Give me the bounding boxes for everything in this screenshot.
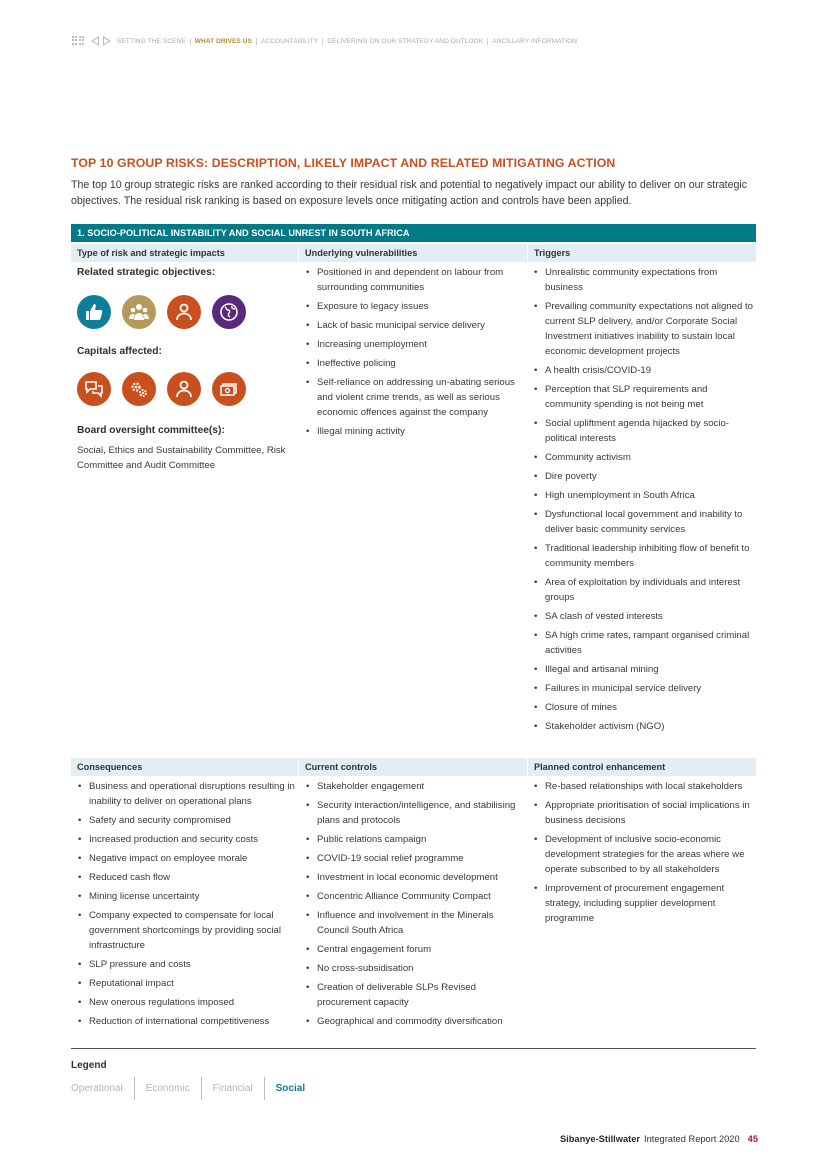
header-triggers: Triggers	[528, 244, 756, 262]
next-page-icon[interactable]	[103, 36, 111, 46]
list-item: • Improvement of procurement engagement strategy, including supplier development programme	[533, 881, 755, 926]
list-item: • Development of inclusive socio-economic development strategies for the areas where we operate subscribed to by all stakeholders	[533, 832, 755, 877]
risk-title-bar: 1. SOCIO-POLITICAL INSTABILITY AND SOCIAL UNREST IN SOUTH AFRICA	[71, 224, 756, 242]
list-item: • Increasing unemployment	[305, 337, 520, 352]
controls-list	[305, 779, 525, 1029]
legend-economic[interactable]: Economic	[145, 1083, 190, 1094]
legend-operational[interactable]: Operational	[71, 1083, 123, 1094]
nav-setting-the-scene[interactable]: SETTING THE SCENE	[117, 37, 186, 45]
list-item: • Central engagement forum	[305, 942, 525, 957]
globe-icon	[212, 295, 246, 329]
board-oversight-text: Social, Ethics and Sustainability Committee, Risk Committee and Audit Committee	[77, 445, 286, 471]
header-current-controls: Current controls	[299, 758, 527, 776]
capitals-affected-label: Capitals affected:	[77, 346, 162, 357]
legend-title: Legend	[71, 1060, 107, 1071]
grid-menu-icon[interactable]	[72, 36, 84, 46]
legend	[71, 1077, 305, 1100]
list-item: • Mining license uncertainty	[77, 889, 299, 904]
footer-brand: Sibanye-Stillwater	[559, 1134, 641, 1144]
list-item: • Safety and security compromised	[77, 813, 299, 828]
list-item: • Community activism	[533, 450, 755, 465]
nav-accountability[interactable]: ACCOUNTABILITY	[261, 37, 319, 45]
list-item: • Investment in local economic development	[305, 870, 525, 885]
list-item: • SLP pressure and costs	[77, 957, 299, 972]
list-item: • SA clash of vested interests	[533, 609, 755, 624]
table-bottom-rule	[71, 1048, 756, 1049]
list-item: • No cross-subsidisation	[305, 961, 525, 976]
list-item: • Positioned in and dependent on labour from surrounding communities	[305, 265, 520, 295]
enhancements-column	[533, 779, 755, 930]
people-group-icon	[122, 295, 156, 329]
list-item: • Increased production and security costs	[77, 832, 299, 847]
section-title: TOP 10 GROUP RISKS: DESCRIPTION, LIKELY IMPACT AND RELATED MITIGATING ACTION	[71, 156, 616, 170]
nav-what-drives-us[interactable]: WHAT DRIVES US	[194, 37, 253, 45]
people-icon	[167, 295, 201, 329]
vulnerabilities-list	[305, 265, 520, 439]
list-item: • Public relations campaign	[305, 832, 525, 847]
list-item: • Stakeholder activism (NGO)	[533, 719, 755, 734]
board-oversight-label: Board oversight committee(s):	[77, 425, 225, 436]
list-item: • Re-based relationships with local stakeholders	[533, 779, 755, 794]
list-item: • Security interaction/intelligence, and stabilising plans and protocols	[305, 798, 525, 828]
list-item: • Creation of deliverable SLPs Revised procurement capacity	[305, 980, 525, 1010]
consequences-column	[77, 779, 299, 1033]
header-vulnerabilities: Underlying vulnerabilities	[299, 244, 527, 262]
thumbs-up-icon	[77, 295, 111, 329]
legend-divider	[134, 1077, 135, 1100]
nav-delivering-on-strategy[interactable]: DELIVERING ON OUR STRATEGY AND OUTLOOK	[327, 37, 484, 45]
list-item: • Exposure to legacy issues	[305, 299, 520, 314]
objective-icons	[77, 295, 297, 329]
list-item: • Dysfunctional local government and inability to deliver basic community services	[533, 507, 755, 537]
nav-ancillary-information[interactable]: ANCILLARY INFORMATION	[492, 37, 578, 45]
list-item: • Negative impact on employee morale	[77, 851, 299, 866]
list-item: • Reputational impact	[77, 976, 299, 991]
legend-divider	[264, 1077, 265, 1100]
nav-divider	[256, 38, 257, 45]
previous-page-icon[interactable]	[91, 36, 99, 46]
legend-financial[interactable]: Financial	[212, 1083, 253, 1094]
legend-divider	[201, 1077, 202, 1100]
controls-column	[305, 779, 525, 1033]
capital-icons	[77, 372, 297, 406]
vulnerabilities-column	[305, 265, 520, 443]
list-item: • Unrealistic community expectations from business	[533, 265, 755, 295]
list-item: • Social upliftment agenda hijacked by socio-political interests	[533, 416, 755, 446]
list-item: • Influence and involvement in the Minerals Council South Africa	[305, 908, 525, 938]
list-item: • Dire poverty	[533, 469, 755, 484]
speech-bubbles-icon	[77, 372, 111, 406]
list-item: • Traditional leadership inhibiting flow of benefit to community members	[533, 541, 755, 571]
page-number: 45	[747, 1134, 758, 1144]
list-item: • Geographical and commodity diversification	[305, 1014, 525, 1029]
top-navigation	[72, 35, 581, 47]
enhancements-list	[533, 779, 755, 926]
list-item: • Self-reliance on addressing un-abating serious and violent crime trends, as well as serious economic offences against the company	[305, 375, 520, 420]
list-item: • Business and operational disruptions resulting in inability to deliver on operational plans	[77, 779, 299, 809]
list-item: • Stakeholder engagement	[305, 779, 525, 794]
list-item: • Ineffective policing	[305, 356, 520, 371]
list-item: • COVID-19 social relief programme	[305, 851, 525, 866]
list-item: • SA high crime rates, rampant organised criminal activities	[533, 628, 755, 658]
list-item: • Reduced cash flow	[77, 870, 299, 885]
legend-social[interactable]: Social	[275, 1083, 306, 1094]
people-icon	[167, 372, 201, 406]
gears-icon	[122, 372, 156, 406]
list-item: • Concentric Alliance Community Compact	[305, 889, 525, 904]
list-item: • Lack of basic municipal service delivery	[305, 318, 520, 333]
footer-report: Integrated Report 2020	[644, 1134, 740, 1144]
list-item: • New onerous regulations imposed	[77, 995, 299, 1010]
triggers-list	[533, 265, 755, 734]
nav-divider	[190, 38, 191, 45]
header-planned-enhancement: Planned control enhancement	[528, 758, 756, 776]
list-item: • Appropriate prioritisation of social implications in business decisions	[533, 798, 755, 828]
consequences-list	[77, 779, 299, 1029]
list-item: • Illegal and artisanal mining	[533, 662, 755, 677]
nav-divider	[322, 38, 323, 45]
list-item: • High unemployment in South Africa	[533, 488, 755, 503]
list-item: • Area of exploitation by individuals and interest groups	[533, 575, 755, 605]
nav-divider	[487, 38, 488, 45]
list-item: • Prevailing community expectations not aligned to current SLP delivery, and/or Corporate Social Investment initiatives inability to sustain local economic development projects	[533, 299, 755, 359]
list-item: • Illegal mining activity	[305, 424, 520, 439]
page-footer	[560, 1134, 758, 1144]
triggers-column	[533, 265, 755, 738]
header-consequences: Consequences	[71, 758, 298, 776]
list-item: • Perception that SLP requirements and community spending is not being met	[533, 382, 755, 412]
intro-paragraph: The top 10 group strategic risks are ranked according to their residual risk and potential to negatively impact our ability to deliver on our strategic objectives. The residual risk ranking is based on exposure levels once mitigating action and controls have been applied.	[71, 179, 747, 207]
related-objectives-label: Related strategic objectives:	[77, 267, 216, 278]
list-item: • Closure of mines	[533, 700, 755, 715]
list-item: • Company expected to compensate for local government shortcomings by providing social infrastructure	[77, 908, 299, 953]
list-item: • Failures in municipal service delivery	[533, 681, 755, 696]
money-icon	[212, 372, 246, 406]
list-item: • Reduction of international competitiveness	[77, 1014, 299, 1029]
header-type-of-risk: Type of risk and strategic impacts	[71, 244, 298, 262]
list-item: • A health crisis/COVID-19	[533, 363, 755, 378]
type-of-risk-column	[77, 265, 297, 473]
